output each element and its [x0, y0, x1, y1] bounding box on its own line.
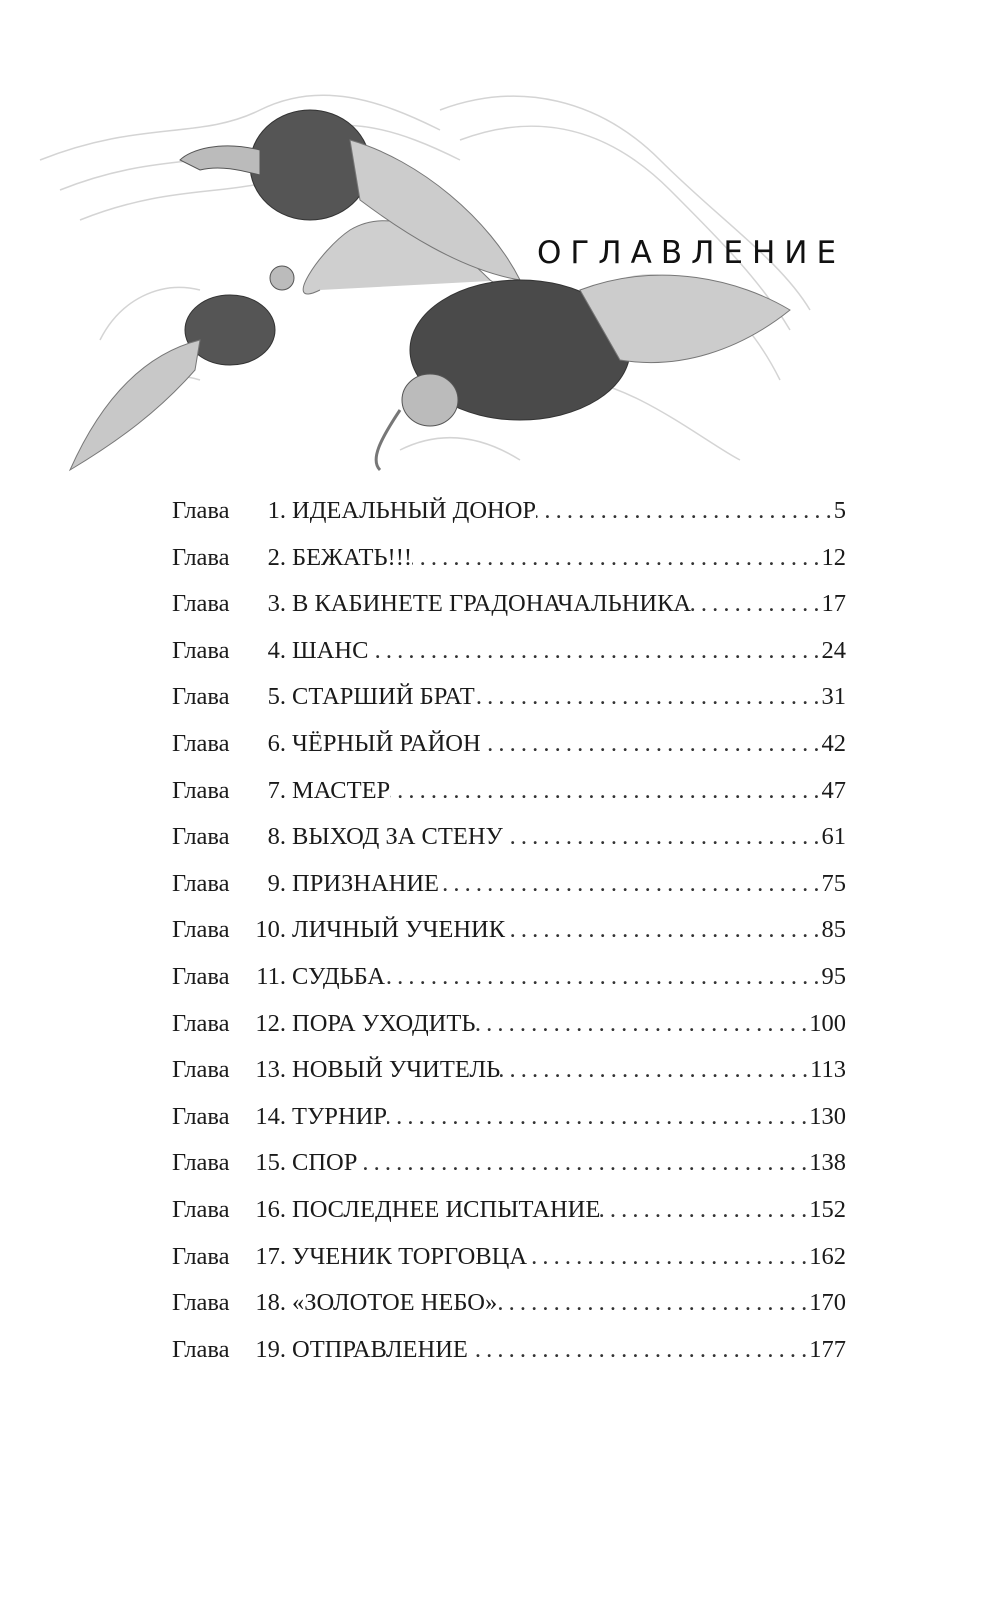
chapter-number: 6. [267, 729, 286, 757]
chapter-title: УЧЕНИК ТОРГОВЦА [292, 1242, 528, 1270]
toc-entry[interactable] [172, 1336, 846, 1383]
chapter-label: Глава [172, 869, 230, 897]
page-number: 177 [809, 1335, 846, 1363]
page-number: 17 [821, 590, 846, 618]
toc-entry[interactable] [172, 590, 846, 637]
chapter-title: ПОСЛЕДНЕЕ ИСПЫТАНИЕ [292, 1195, 601, 1223]
chapter-number: 18. [255, 1289, 286, 1317]
toc-entry[interactable] [172, 916, 846, 963]
chapter-title: ЧЁРНЫЙ РАЙОН [292, 729, 481, 757]
toc-entry[interactable] [172, 1103, 846, 1150]
chapter-label: Глава [172, 636, 230, 664]
chapter-number: 8. [267, 823, 286, 851]
chapter-label: Глава [172, 590, 230, 618]
turtle-left [70, 266, 294, 470]
chapter-number: 15. [255, 1149, 286, 1177]
chapter-number: 7. [267, 776, 286, 804]
chapter-label: Глава [172, 1195, 230, 1223]
chapter-number: 17. [255, 1242, 286, 1270]
chapter-number: 10. [255, 916, 286, 944]
chapter-label: Глава [172, 776, 230, 804]
table-of-contents [172, 497, 846, 1382]
chapter-label: Глава [172, 543, 230, 571]
chapter-title: В КАБИНЕТЕ ГРАДОНАЧАЛЬНИКА [292, 590, 692, 618]
dot-leader [368, 637, 821, 665]
dot-leader [600, 1196, 809, 1224]
page-number: 170 [809, 1289, 846, 1317]
dot-leader [385, 963, 821, 991]
page-number: 152 [809, 1195, 846, 1223]
toc-entry[interactable] [172, 730, 846, 777]
dot-leader [439, 870, 821, 898]
dot-leader [536, 497, 834, 525]
chapter-label: Глава [172, 1009, 230, 1037]
chapter-label: Глава [172, 1242, 230, 1270]
toc-entry[interactable] [172, 1243, 846, 1290]
chapter-label: Глава [172, 683, 230, 711]
chapter-title: СПОР [292, 1149, 358, 1177]
page-number: 130 [809, 1102, 846, 1130]
chapter-label: Глава [172, 962, 230, 990]
chapter-label: Глава [172, 1149, 230, 1177]
chapter-number: 16. [255, 1195, 286, 1223]
toc-entry[interactable] [172, 683, 846, 730]
page-number: 162 [809, 1242, 846, 1270]
chapter-title: НОВЫЙ УЧИТЕЛЬ [292, 1056, 501, 1084]
chapter-number: 9. [267, 869, 286, 897]
chapter-label: Глава [172, 1335, 230, 1363]
chapter-title: СТАРШИЙ БРАТ [292, 683, 475, 711]
toc-entry[interactable] [172, 1196, 846, 1243]
dot-leader [357, 1149, 809, 1177]
chapter-title: ЛИЧНЫЙ УЧЕНИК [292, 916, 506, 944]
page-title: ОГЛАВЛЕНИЕ [537, 234, 846, 271]
page-number: 75 [821, 869, 846, 897]
dot-leader [390, 777, 821, 805]
toc-entry[interactable] [172, 1010, 846, 1057]
toc-entry[interactable] [172, 544, 846, 591]
toc-entry[interactable] [172, 963, 846, 1010]
dot-leader [691, 590, 821, 618]
chapter-label: Глава [172, 823, 230, 851]
dot-leader [387, 1103, 809, 1131]
chapter-number: 11. [256, 962, 286, 990]
toc-entry[interactable] [172, 1149, 846, 1196]
dot-leader [527, 1243, 809, 1271]
chapter-label: Глава [172, 729, 230, 757]
page-number: 5 [833, 497, 846, 524]
toc-entry[interactable] [172, 870, 846, 917]
dot-leader [500, 1056, 810, 1084]
chapter-number: 4. [267, 636, 286, 664]
chapter-title: СУДЬБА [292, 962, 386, 990]
page-number: 85 [821, 916, 846, 944]
chapter-label: Глава [172, 1289, 230, 1317]
chapter-title: «ЗОЛОТОЕ НЕБО» [292, 1289, 498, 1317]
chapter-number: 1. [267, 497, 286, 524]
page-number: 138 [809, 1149, 846, 1177]
chapter-number: 3. [267, 590, 286, 618]
toc-entry[interactable] [172, 1289, 846, 1336]
page-number: 113 [810, 1056, 846, 1084]
chapter-number: 12. [255, 1009, 286, 1037]
dot-leader [475, 1010, 809, 1038]
dot-leader [481, 730, 822, 758]
turtle-bottom [376, 275, 790, 470]
page-number: 24 [821, 636, 846, 664]
chapter-title: БЕЖАТЬ!!! [292, 543, 413, 571]
toc-entry[interactable] [172, 637, 846, 684]
toc-entry[interactable] [172, 777, 846, 824]
page-number: 42 [821, 729, 846, 757]
chapter-title: ШАНС [292, 636, 369, 664]
toc-entry[interactable] [172, 823, 846, 870]
dot-leader [475, 683, 822, 711]
page-number: 47 [821, 776, 846, 804]
chapter-number: 5. [267, 683, 286, 711]
chapter-number: 19. [255, 1335, 286, 1363]
page-number: 61 [821, 823, 846, 851]
toc-entry[interactable] [172, 1056, 846, 1103]
chapter-title: ВЫХОД ЗА СТЕНУ [292, 823, 503, 851]
page-number: 100 [809, 1009, 846, 1037]
page-number: 12 [821, 543, 846, 571]
chapter-label: Глава [172, 916, 230, 944]
chapter-title: ОТПРАВЛЕНИЕ [292, 1335, 468, 1363]
chapter-label: Глава [172, 1056, 230, 1084]
dot-leader [468, 1336, 809, 1364]
chapter-title: ИДЕАЛЬНЫЙ ДОНОР [292, 497, 537, 524]
dot-leader [505, 916, 821, 944]
chapter-number: 13. [255, 1056, 286, 1084]
dot-leader [412, 544, 821, 572]
toc-entry[interactable] [172, 497, 846, 544]
chapter-title: МАСТЕР [292, 776, 391, 804]
chapter-label: Глава [172, 1102, 230, 1130]
chapter-number: 2. [267, 543, 286, 571]
page-number: 95 [821, 962, 846, 990]
chapter-title: ПРИЗНАНИЕ [292, 869, 440, 897]
turtles-waves-illustration [20, 80, 820, 500]
dot-leader [503, 823, 822, 851]
chapter-title: ТУРНИР [292, 1102, 387, 1130]
dot-leader [497, 1289, 809, 1317]
chapter-title: ПОРА УХОДИТЬ [292, 1009, 476, 1037]
page-number: 31 [821, 683, 846, 711]
chapter-number: 14. [255, 1102, 286, 1130]
chapter-label: Глава [172, 497, 230, 524]
